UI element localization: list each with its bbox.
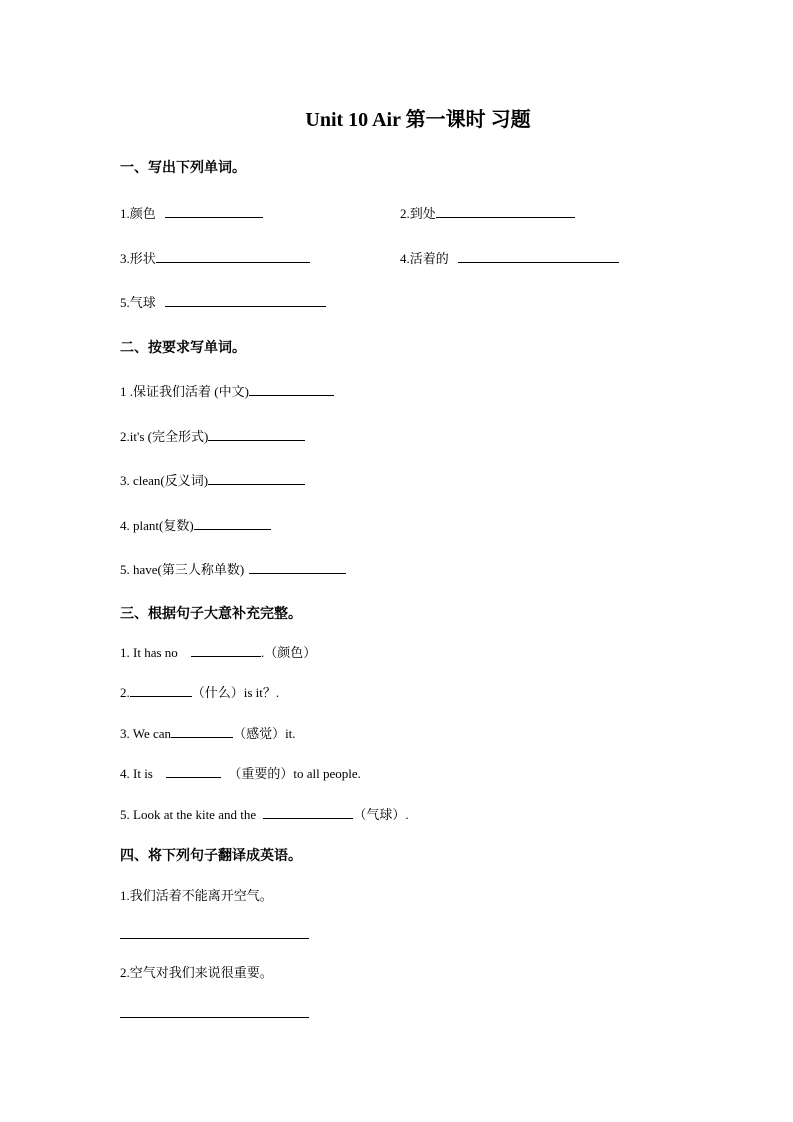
section-4-heading: 四、将下列句子翻译成英语。 [120, 849, 302, 864]
s1-q4-text: 4.活着的 [400, 251, 449, 266]
s1-q2-blank[interactable] [436, 204, 575, 218]
s2-q1-blank[interactable] [249, 382, 334, 396]
s2-q1-text: 1 .保证我们活着 (中文) [120, 384, 249, 399]
section-1-heading: 一、写出下列单词。 [120, 161, 246, 176]
s3-q2-pre: 2. [120, 685, 130, 700]
s2-q4-blank[interactable] [194, 516, 271, 530]
s2-question-2 [120, 426, 305, 445]
s4-q2-answer-line[interactable] [120, 1017, 309, 1018]
s2-q2-text: 2.it's (完全形式) [120, 429, 209, 444]
section-3-heading: 三、根据句子大意补充完整。 [120, 607, 302, 622]
s2-question-3 [120, 470, 305, 489]
s2-q5-blank[interactable] [249, 560, 346, 574]
s3-q5-pre: 5. Look at the kite and the [120, 807, 257, 822]
s2-q3-text: 3. clean(反义词) [120, 473, 209, 488]
section-2-heading: 二、按要求写单词。 [120, 341, 246, 356]
s1-q4-blank[interactable] [458, 249, 619, 263]
page-title: Unit 10 Air 第一课时 习题 [305, 109, 531, 131]
s4-question-1: 1.我们活着不能离开空气。 [120, 888, 273, 903]
s1-question-2 [400, 203, 575, 222]
s3-q3-blank[interactable] [171, 724, 233, 738]
s4-question-2: 2.空气对我们来说很重要。 [120, 965, 273, 980]
s3-question-5 [120, 804, 409, 823]
s1-q3-blank[interactable] [156, 249, 310, 263]
s3-q4-post: （重要的）to all people. [228, 766, 361, 781]
s2-question-5 [120, 559, 346, 578]
s1-q5-blank[interactable] [165, 293, 326, 307]
s3-q3-pre: 3. We can [120, 726, 172, 741]
s3-question-4 [120, 763, 361, 782]
s3-q2-blank[interactable] [130, 683, 192, 697]
s1-q5-text: 5.气球 [120, 295, 156, 310]
s4-q1-answer-line[interactable] [120, 938, 309, 939]
s3-q3-post: （感觉）it. [233, 726, 296, 741]
s3-q2-post: （什么）is it？. [191, 685, 280, 700]
s2-question-4 [120, 515, 271, 534]
s3-question-2 [120, 682, 279, 701]
s2-q4-text: 4. plant(复数) [120, 518, 194, 533]
s2-q5-text: 5. have(第三人称单数) [120, 562, 245, 577]
s2-q3-blank[interactable] [208, 471, 305, 485]
s1-q1-text: 1.颜色 [120, 206, 156, 221]
s3-q1-pre: 1. It has no [120, 645, 178, 660]
s3-question-3 [120, 723, 296, 742]
s3-q1-blank[interactable] [191, 643, 261, 657]
s3-q5-post: （气球）. [353, 807, 409, 822]
s3-q1-post: .（颜色） [261, 645, 317, 660]
s1-question-5 [120, 292, 326, 311]
s3-q5-blank[interactable] [263, 805, 353, 819]
s2-question-1 [120, 381, 334, 400]
s1-q3-text: 3.形状 [120, 251, 156, 266]
s1-question-3 [120, 248, 310, 267]
s1-q1-blank[interactable] [165, 204, 263, 218]
s1-question-4 [400, 248, 619, 267]
s3-question-1 [120, 642, 316, 661]
s2-q2-blank[interactable] [208, 427, 305, 441]
s3-q4-blank[interactable] [166, 764, 221, 778]
s3-q4-pre: 4. It is [120, 766, 153, 781]
s1-q2-text: 2.到处 [400, 206, 436, 221]
s1-question-1 [120, 203, 263, 222]
